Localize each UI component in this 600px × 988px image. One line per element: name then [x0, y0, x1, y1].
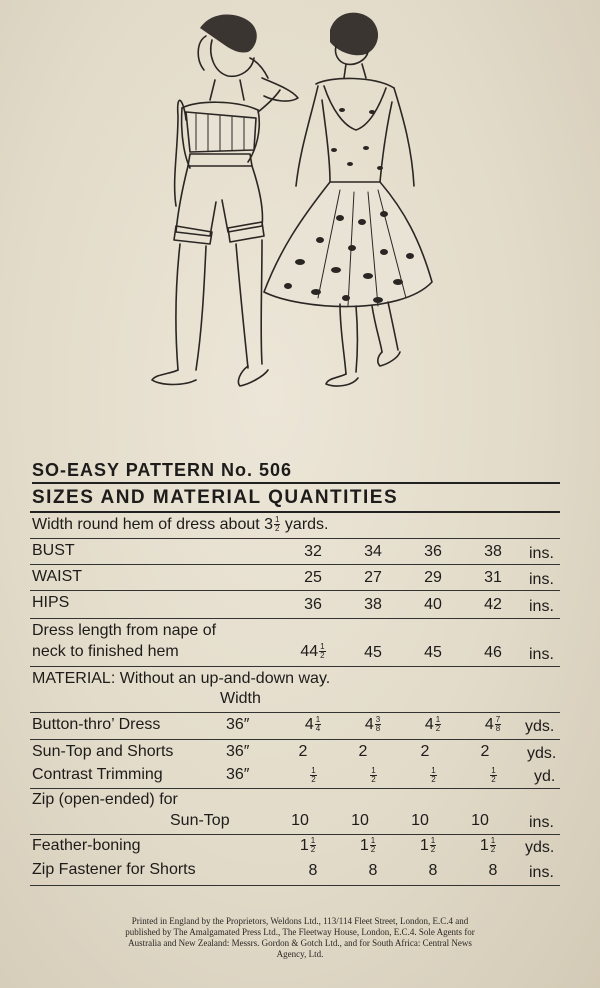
- table-row: [30, 591, 560, 619]
- row-label: Feather-boning: [32, 837, 141, 854]
- value-size-1: 32: [304, 543, 322, 560]
- row-label: Zip (open-ended) for: [32, 791, 178, 808]
- imprint-footer: [30, 916, 570, 960]
- value-size-4: 38: [484, 543, 502, 560]
- value-size-4: 10: [471, 812, 489, 829]
- value-size-1: 36: [304, 596, 322, 613]
- table-row: [30, 565, 560, 591]
- width-column-label: Width: [220, 690, 261, 707]
- width-note: Width round hem of dress about 3 $\frac{1}{2}$ yards.: [32, 515, 329, 534]
- value-size-1: 25: [304, 569, 322, 586]
- table-row: [30, 835, 560, 859]
- value-size-3: 2: [420, 743, 430, 760]
- value-size-1: 10: [291, 812, 309, 829]
- sizes-table: [30, 511, 560, 886]
- value-size-4: 4 $\frac{7}{8}$: [484, 715, 501, 734]
- unit: ins.: [529, 864, 554, 881]
- value-size-3: 8: [428, 862, 438, 879]
- unit: ins.: [529, 646, 554, 663]
- table-row: [30, 764, 560, 789]
- figure-dress-back: [264, 13, 432, 386]
- unit: yds.: [527, 745, 557, 762]
- table-row-width-note: [30, 513, 560, 539]
- material-heading: MATERIAL: Without an up-and-down way.: [32, 670, 331, 687]
- figure-sun-top-and-shorts: [152, 14, 298, 386]
- value-size-3: 40: [424, 596, 442, 613]
- value-size-2: 8: [368, 862, 378, 879]
- value-size-2: 2: [358, 743, 368, 760]
- sizes-chart: [30, 458, 560, 886]
- unit: ins.: [529, 545, 554, 562]
- row-label: BUST: [32, 542, 75, 559]
- row-label: HIPS: [32, 594, 70, 611]
- value-size-1: 4 $\frac{1}{4}$: [304, 715, 321, 734]
- value-size-2: 1 $\frac{1}{2}$: [359, 836, 376, 855]
- value-size-3: 29: [424, 569, 442, 586]
- table-row: [30, 713, 560, 740]
- unit: ins.: [529, 571, 554, 588]
- row-label: Contrast Trimming: [32, 766, 163, 783]
- value-size-1: 44 $\frac{1}{2}$: [300, 642, 325, 661]
- value-size-2: 4 $\frac{3}{8}$: [364, 715, 381, 734]
- imprint-line: Printed in England by the Proprietors, Weldons Ltd., 113/114 Fleet Street, London, E.C.4 and: [131, 916, 469, 926]
- value-size-4: 8: [488, 862, 498, 879]
- fabric-width: 36″: [226, 766, 250, 783]
- row-label: Zip Fastener for Shorts: [32, 861, 196, 878]
- pattern-title: SO-EASY PATTERN No. 506: [32, 460, 293, 480]
- value-size-4: 2: [480, 743, 490, 760]
- value-size-2: 27: [364, 569, 382, 586]
- row-label: WAIST: [32, 568, 83, 585]
- value-size-3: 1 $\frac{1}{2}$: [419, 836, 436, 855]
- imprint-line: Australia and New Zealand: Messrs. Gordon & Gotch Ltd., and for South Africa: Central News: [128, 938, 472, 948]
- fabric-width: 36″: [226, 716, 250, 733]
- imprint-line: published by The Amalgamated Press Ltd., The Fleetway House, London, E.C.4. Sole Agents for: [125, 927, 475, 937]
- table-row: [30, 539, 560, 565]
- unit: yd.: [534, 768, 556, 785]
- value-size-2: 34: [364, 543, 382, 560]
- value-size-4: 31: [484, 569, 502, 586]
- value-size-2: 38: [364, 596, 382, 613]
- value-size-4: 46: [484, 644, 502, 661]
- value-size-1: 8: [308, 862, 318, 879]
- row-label: Sun-Top and Shorts: [32, 743, 174, 760]
- table-row: [30, 859, 560, 886]
- value-size-2: $\frac{1}{2}$: [371, 766, 376, 785]
- value-size-4: $\frac{1}{2}$: [491, 766, 496, 785]
- fabric-width: 36″: [226, 743, 250, 760]
- table-row-zip-sun-top: [30, 789, 560, 835]
- value-size-1: 2: [298, 743, 308, 760]
- row-label-cont: neck to finished hem: [32, 643, 179, 660]
- value-size-3: 4 $\frac{1}{2}$: [424, 715, 441, 734]
- value-size-3: 10: [411, 812, 429, 829]
- value-size-2: 45: [364, 644, 382, 661]
- row-label: Dress length from nape of: [32, 622, 217, 639]
- table-row-dress-length: [30, 619, 560, 667]
- section-title: SIZES AND MATERIAL QUANTITIES: [32, 482, 560, 511]
- table-row-material-heading: [30, 667, 560, 713]
- value-size-4: 1 $\frac{1}{2}$: [479, 836, 496, 855]
- value-size-1: 1 $\frac{1}{2}$: [299, 836, 316, 855]
- unit: ins.: [529, 598, 554, 615]
- row-label: Button-thro’ Dress: [32, 716, 161, 733]
- value-size-3: $\frac{1}{2}$: [431, 766, 436, 785]
- value-size-2: 10: [351, 812, 369, 829]
- fashion-illustration: [0, 0, 600, 450]
- row-label-cont: Sun-Top: [170, 812, 230, 829]
- value-size-3: 36: [424, 543, 442, 560]
- value-size-4: 42: [484, 596, 502, 613]
- unit: yds.: [525, 718, 555, 735]
- value-size-3: 45: [424, 644, 442, 661]
- value-size-1: $\frac{1}{2}$: [311, 766, 316, 785]
- imprint-line: Agency, Ltd.: [276, 949, 324, 959]
- unit: yds.: [525, 839, 555, 856]
- unit: ins.: [529, 814, 554, 831]
- table-row: [30, 740, 560, 764]
